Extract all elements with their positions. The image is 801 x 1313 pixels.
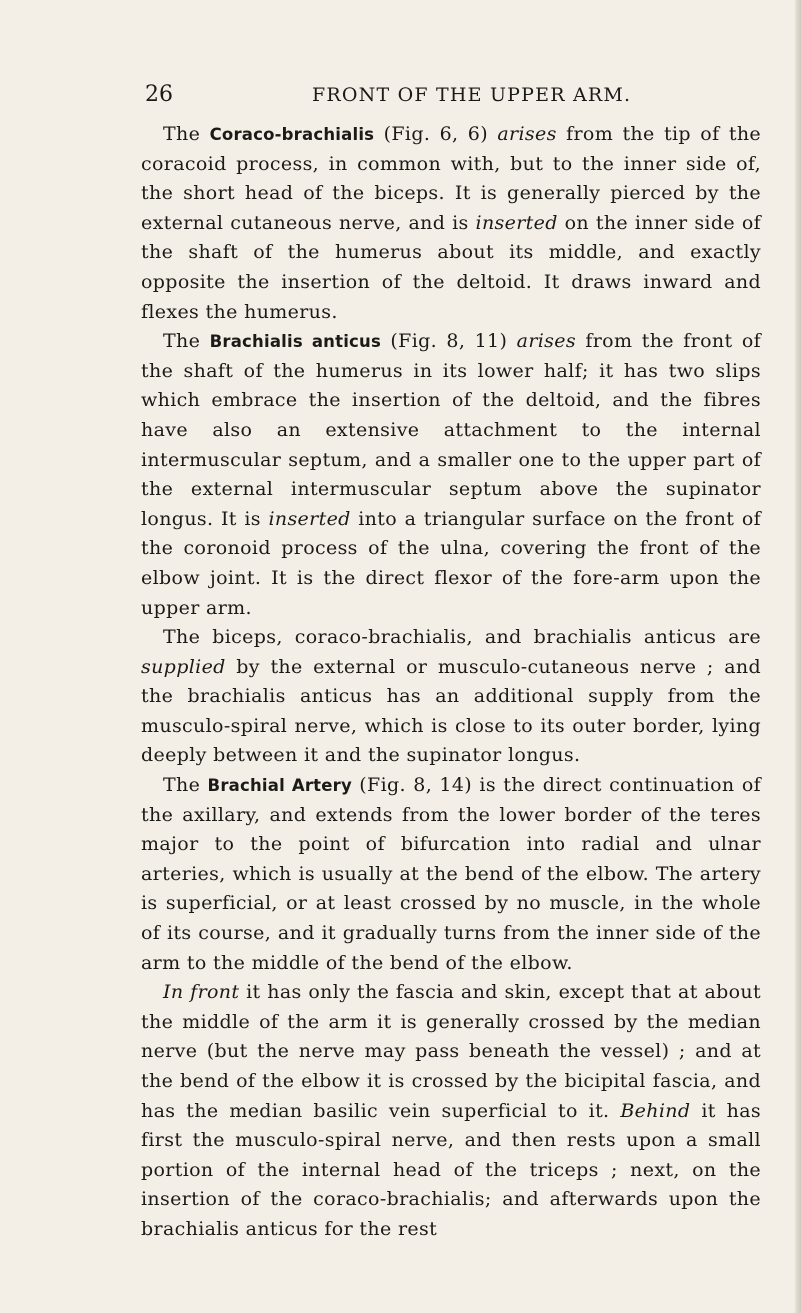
term-coraco-brachialis: Coraco-brachialis xyxy=(209,125,375,144)
term-brachialis-anticus: Brachialis anticus xyxy=(209,332,382,352)
emphasis-inserted: inserted xyxy=(475,211,558,234)
emphasis-in-front: In front xyxy=(163,981,240,1004)
paragraph-artery-relations: In front it has only the fascia and skin, except that at about the middle of the arm it is generally crossed by the median nerve (but the nerve may pass beneath the vessel) ; and at the bend of the elbow it is crossed by the bicipital fascia, and has the median basilic vein superficial to it. Behind it has first the musculo-spiral nerve, and then rests upon a small portion of the internal head of the triceps ; next, on the insertion of the coraco-brachialis; and afterwards upon the brachialis anticus for the rest xyxy=(141,981,762,1240)
running-head xyxy=(145,82,745,112)
running-head-title: FRONT OF THE UPPER ARM. xyxy=(312,84,632,106)
paragraph-coraco-brachialis: The Coraco-brachialis (Fig. 6, 6) arises from the tip of the coracoid process, in common with, but to the inner side of, the short head of the biceps. It is generally pierced by the external cutaneous nerve, and is inserted on the inner side of the shaft of the humerus about its middle, and exactly opposite the insertion of the deltoid. It draws inward and flexes the humerus. xyxy=(141,123,761,323)
emphasis-inserted: inserted xyxy=(268,507,351,530)
paragraph-brachialis-anticus: The Brachialis anticus (Fig. 8, 11) arises from the front of the shaft of the humerus in its lower half; it has two slips which embrace the insertion of the deltoid, and the fibres have also an extensive attachment to the internal intermuscular septum, and a smaller one to the upper part of the external intermuscular septum above the supinator longus. It is inserted into a triangular surface on the front of the coronoid process of the ulna, covering the front of the elbow joint. It is the direct flexor of the fore-arm upon the upper arm. xyxy=(141,330,762,619)
paragraph-brachial-artery: The Brachial Artery (Fig. 8, 14) is the direct continuation of the axillary, and extends from the lower border of the teres major to the point of bifurcation into radial and ulnar arteries, which is usually at the bend of the elbow. The artery is superficial, or at least crossed by no muscle, in the whole of its course, and it gradually turns from the inner side of the arm to the middle of the bend of the elbow. xyxy=(141,774,761,974)
emphasis-supplied: supplied xyxy=(141,655,226,678)
body-text xyxy=(141,120,761,1245)
term-brachial-artery: Brachial Artery xyxy=(207,776,352,796)
page-number: 26 xyxy=(145,82,173,107)
emphasis-arises: arises xyxy=(516,330,576,353)
paragraph-nerve-supply: The biceps, coraco-brachialis, and brachialis anticus are supplied by the external or musculo-cutaneous nerve ; and the brachialis anticus has an additional supply from the musculo-spiral nerve, which is close to its outer border, lying deeply between it and the supinator longus. xyxy=(141,626,761,767)
emphasis-arises: arises xyxy=(497,123,557,145)
page-edge xyxy=(795,0,801,1313)
emphasis-behind: Behind xyxy=(620,1099,691,1122)
